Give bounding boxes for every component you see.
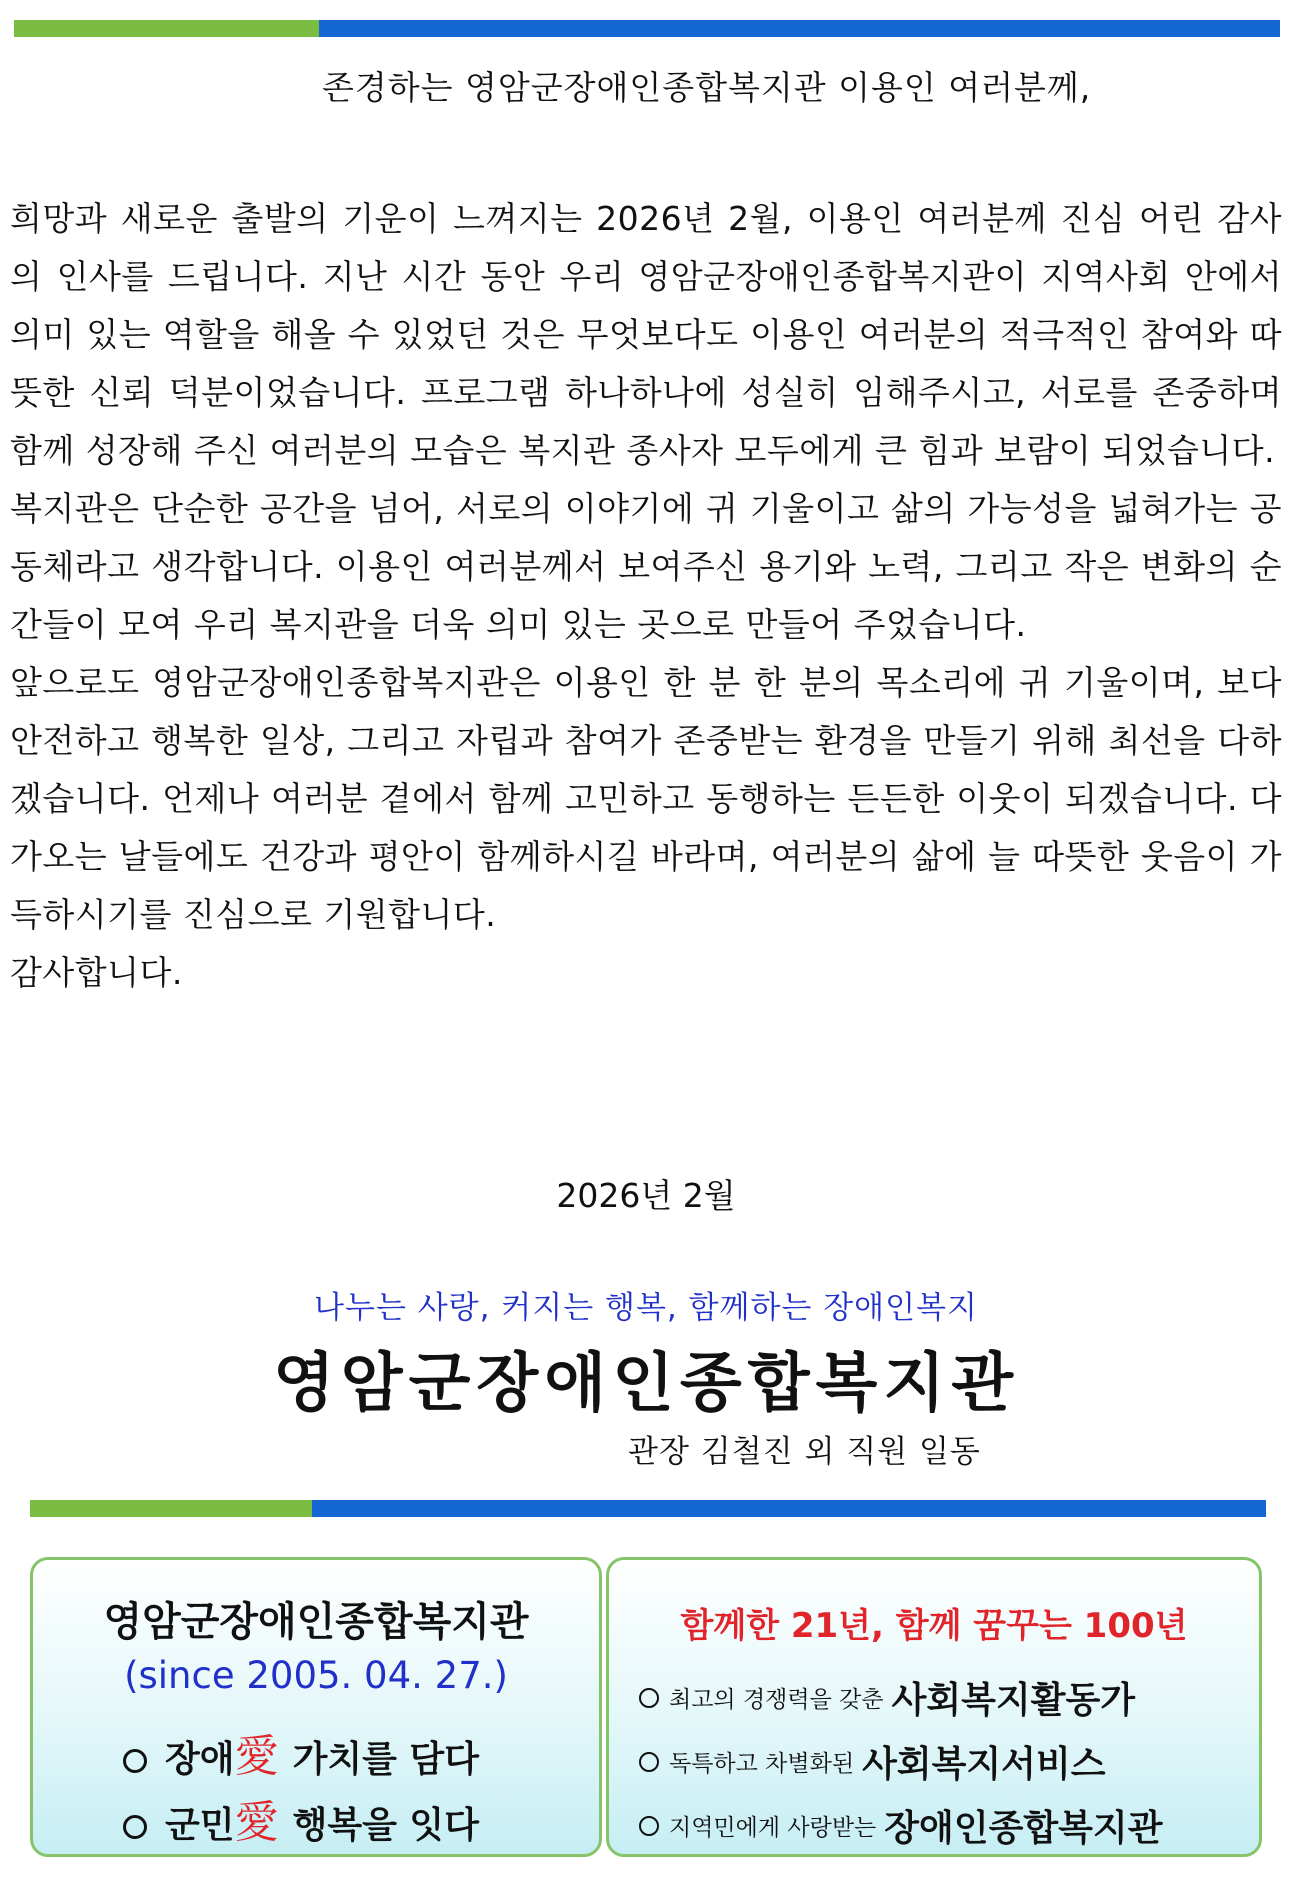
bottom-divider-bar [30, 1500, 1266, 1517]
letter-date: 2026년 2월 [556, 1176, 736, 1215]
top-divider-bar [14, 20, 1280, 37]
greeting-line: 존경하는 영암군장애인종합복지관 이용인 여러분께, [322, 68, 1092, 107]
box-org-title: 영암군장애인종합복지관 [103, 1599, 529, 1645]
value-prefix: 장애 [165, 1739, 235, 1780]
love-character: 愛 [234, 1797, 279, 1848]
circle-bullet-icon [123, 1815, 147, 1839]
vision-item-keyword: 사회복지서비스 [862, 1744, 1106, 1785]
circle-bullet-icon [639, 1688, 659, 1708]
value-item [123, 1720, 479, 1784]
divider-green-segment [14, 20, 319, 37]
value-item [123, 1786, 479, 1850]
circle-bullet-icon [639, 1752, 659, 1772]
paragraph: 앞으로도 영암군장애인종합복지관은 이용인 한 분 한 분의 목소리에 귀 기울이며, 보다 안전하고 행복한 일상, 그리고 자립과 참여가 존중받는 환경을 만들기 위해 최선을 다하겠습니다. 언제나 여러분 곁에서 함께 고민하고 동행하는 든든한 이웃이 되겠습니다. 다가오는 날들에도 건강과 평안이 함께하시길 바라며, 여러분의 삶에 늘 따뜻한 웃음이 가득하시기를 진심으로 기원합니다. [10, 663, 1282, 934]
circle-bullet-icon [123, 1749, 147, 1773]
since-date: (since 2005. 04. 27.) [124, 1654, 508, 1697]
vision-item-desc: 최고의 경쟁력을 갖춘 [669, 1687, 884, 1713]
vision-item-desc: 지역민에게 사랑받는 [669, 1815, 877, 1841]
vision-item [639, 1672, 1135, 1723]
vision-item-desc: 독특하고 차별화된 [669, 1751, 855, 1777]
value-suffix: 가치를 담다 [292, 1739, 479, 1780]
vision-item-keyword: 장애인종합복지관 [884, 1808, 1163, 1849]
org-info-box [30, 1557, 602, 1857]
vision-item-keyword: 사회복지활동가 [891, 1680, 1136, 1721]
divider-blue-segment [312, 1500, 1266, 1517]
closing-thanks: 감사합니다. [10, 953, 183, 992]
letter-body [10, 190, 1282, 1002]
value-prefix: 군민 [165, 1805, 235, 1846]
vision-item [639, 1800, 1163, 1851]
divider-blue-segment [319, 20, 1280, 37]
vision-title: 함께한 21년, 함께 꿈꾸는 100년 [680, 1606, 1188, 1646]
slogan: 나누는 사랑, 커지는 행복, 함께하는 장애인복지 [314, 1290, 978, 1326]
divider-green-segment [30, 1500, 312, 1517]
vision-item [639, 1736, 1106, 1787]
love-character: 愛 [234, 1731, 279, 1782]
vision-box [606, 1557, 1262, 1857]
signature: 관장 김철진 외 직원 일동 [628, 1434, 981, 1470]
paragraph: 복지관은 단순한 공간을 넘어, 서로의 이야기에 귀 기울이고 삶의 가능성을 넓혀가는 공동체라고 생각합니다. 이용인 여러분께서 보여주신 용기와 노력, 그리고 작은 변화의 순간들이 모여 우리 복지관을 더욱 의미 있는 곳으로 만들어 주었습니다. [10, 489, 1282, 644]
organization-name: 영암군장애인종합복지관 [272, 1347, 1020, 1421]
circle-bullet-icon [639, 1816, 659, 1836]
value-suffix: 행복을 잇다 [292, 1805, 479, 1846]
paragraph: 희망과 새로운 출발의 기운이 느껴지는 2026년 2월, 이용인 여러분께 진심 어린 감사의 인사를 드립니다. 지난 시간 동안 우리 영암군장애인종합복지관이 지역사회 안에서 의미 있는 역할을 해올 수 있었던 것은 무엇보다도 이용인 여러분의 적극적인 참여와 따뜻한 신뢰 덕분이었습니다. 프로그램 하나하나에 성실히 임해주시고, 서로를 존중하며 함께 성장해 주신 여러분의 모습은 복지관 종사자 모두에게 큰 힘과 보람이 되었습니다. [10, 199, 1282, 470]
